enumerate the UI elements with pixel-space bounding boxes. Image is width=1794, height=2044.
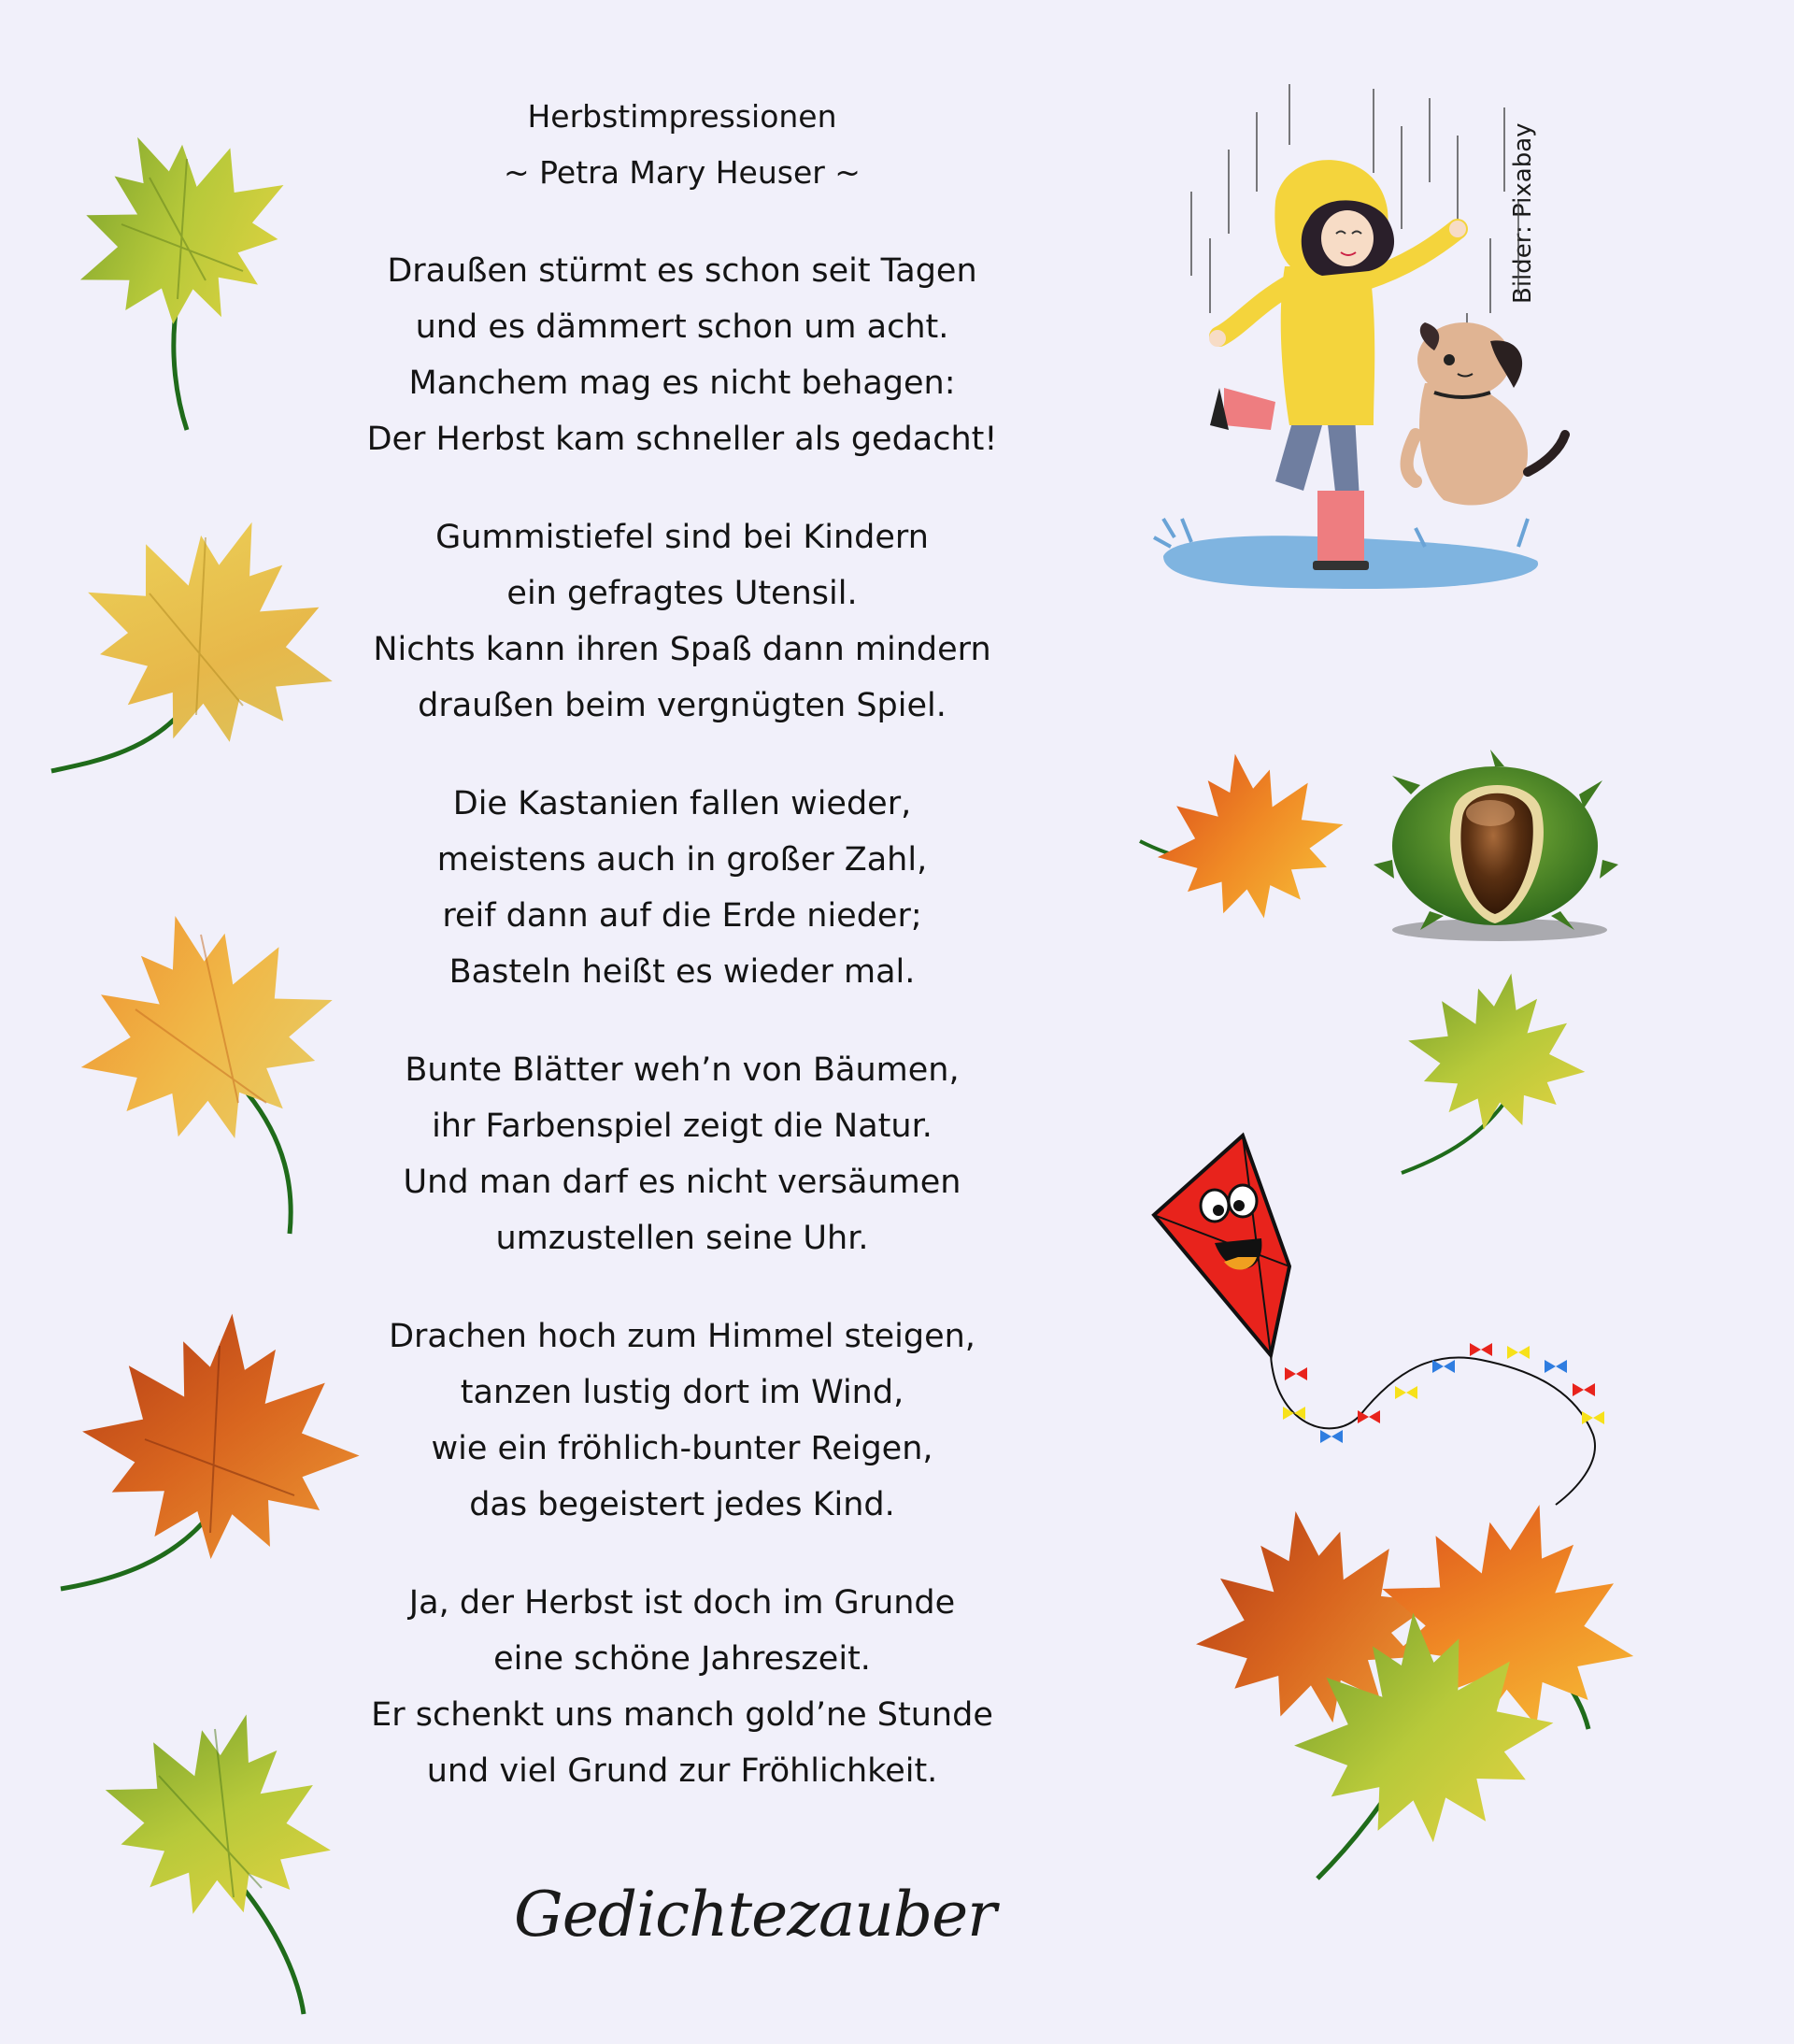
stanza-3	[308, 776, 1056, 1000]
poem-line: Er schenkt uns manch gold’ne Stunde	[371, 1696, 993, 1734]
poem-line: eine schöne Jahreszeit.	[493, 1640, 871, 1678]
stanza-2	[308, 509, 1056, 734]
maple-leaves-cluster-icon	[1196, 1495, 1682, 1897]
poem-line: ein gefragtes Utensil.	[506, 575, 858, 612]
poem-title: Herbstimpressionen	[527, 98, 837, 135]
poem-line: und es dämmert schon um acht.	[415, 308, 949, 346]
image-credit: Bilder: Pixabay	[1509, 122, 1537, 304]
poem-line: Die Kastanien fallen wieder,	[452, 785, 912, 822]
poem-line: Draußen stürmt es schon seit Tagen	[387, 252, 977, 290]
poem-header	[308, 89, 1056, 201]
poem-line: Gummistiefel sind bei Kindern	[435, 519, 929, 556]
poem-line: umzustellen seine Uhr.	[495, 1220, 869, 1257]
poem-line: das begeistert jedes Kind.	[469, 1486, 895, 1523]
poem-line: Ja, der Herbst ist doch im Grunde	[408, 1584, 956, 1622]
poem-line: Basteln heißt es wieder mal.	[448, 953, 916, 991]
poem-line: Drachen hoch zum Himmel steigen,	[389, 1318, 975, 1355]
poem-line: Manchem mag es nicht behagen:	[408, 364, 956, 402]
maple-leaf-orange-small-icon	[1135, 748, 1369, 949]
poem-line: Nichts kann ihren Spaß dann mindern	[373, 631, 991, 668]
stanza-1	[308, 243, 1056, 467]
poem	[308, 89, 1056, 1841]
kite-icon	[1126, 1126, 1649, 1509]
poem-line: ihr Farbenspiel zeigt die Natur.	[432, 1108, 933, 1145]
poem-line: Und man darf es nicht versäumen	[403, 1164, 961, 1201]
chestnut-icon	[1374, 757, 1616, 944]
poem-line: tanzen lustig dort im Wind,	[460, 1374, 904, 1411]
poem-line: draußen beim vergnügten Spiel.	[418, 687, 947, 724]
maple-leaf-green-icon	[37, 121, 336, 430]
stanza-4	[308, 1042, 1056, 1266]
stanza-6	[308, 1575, 1056, 1799]
poem-line: wie ein fröhlich-bunter Reigen,	[431, 1430, 933, 1467]
girl-in-rain-with-dog-icon	[1135, 79, 1574, 607]
poem-author: ~ Petra Mary Heuser ~	[504, 154, 861, 191]
poem-line: und viel Grund zur Fröhlichkeit.	[426, 1752, 938, 1790]
poem-line: Der Herbst kam schneller als gedacht!	[366, 421, 998, 458]
signature: Gedichtezauber	[514, 1879, 996, 1951]
poem-line: meistens auch in großer Zahl,	[436, 841, 928, 879]
poem-line: reif dann auf die Erde nieder;	[442, 897, 922, 935]
stanza-5	[308, 1308, 1056, 1533]
poem-line: Bunte Blätter weh’n von Bäumen,	[405, 1051, 960, 1089]
